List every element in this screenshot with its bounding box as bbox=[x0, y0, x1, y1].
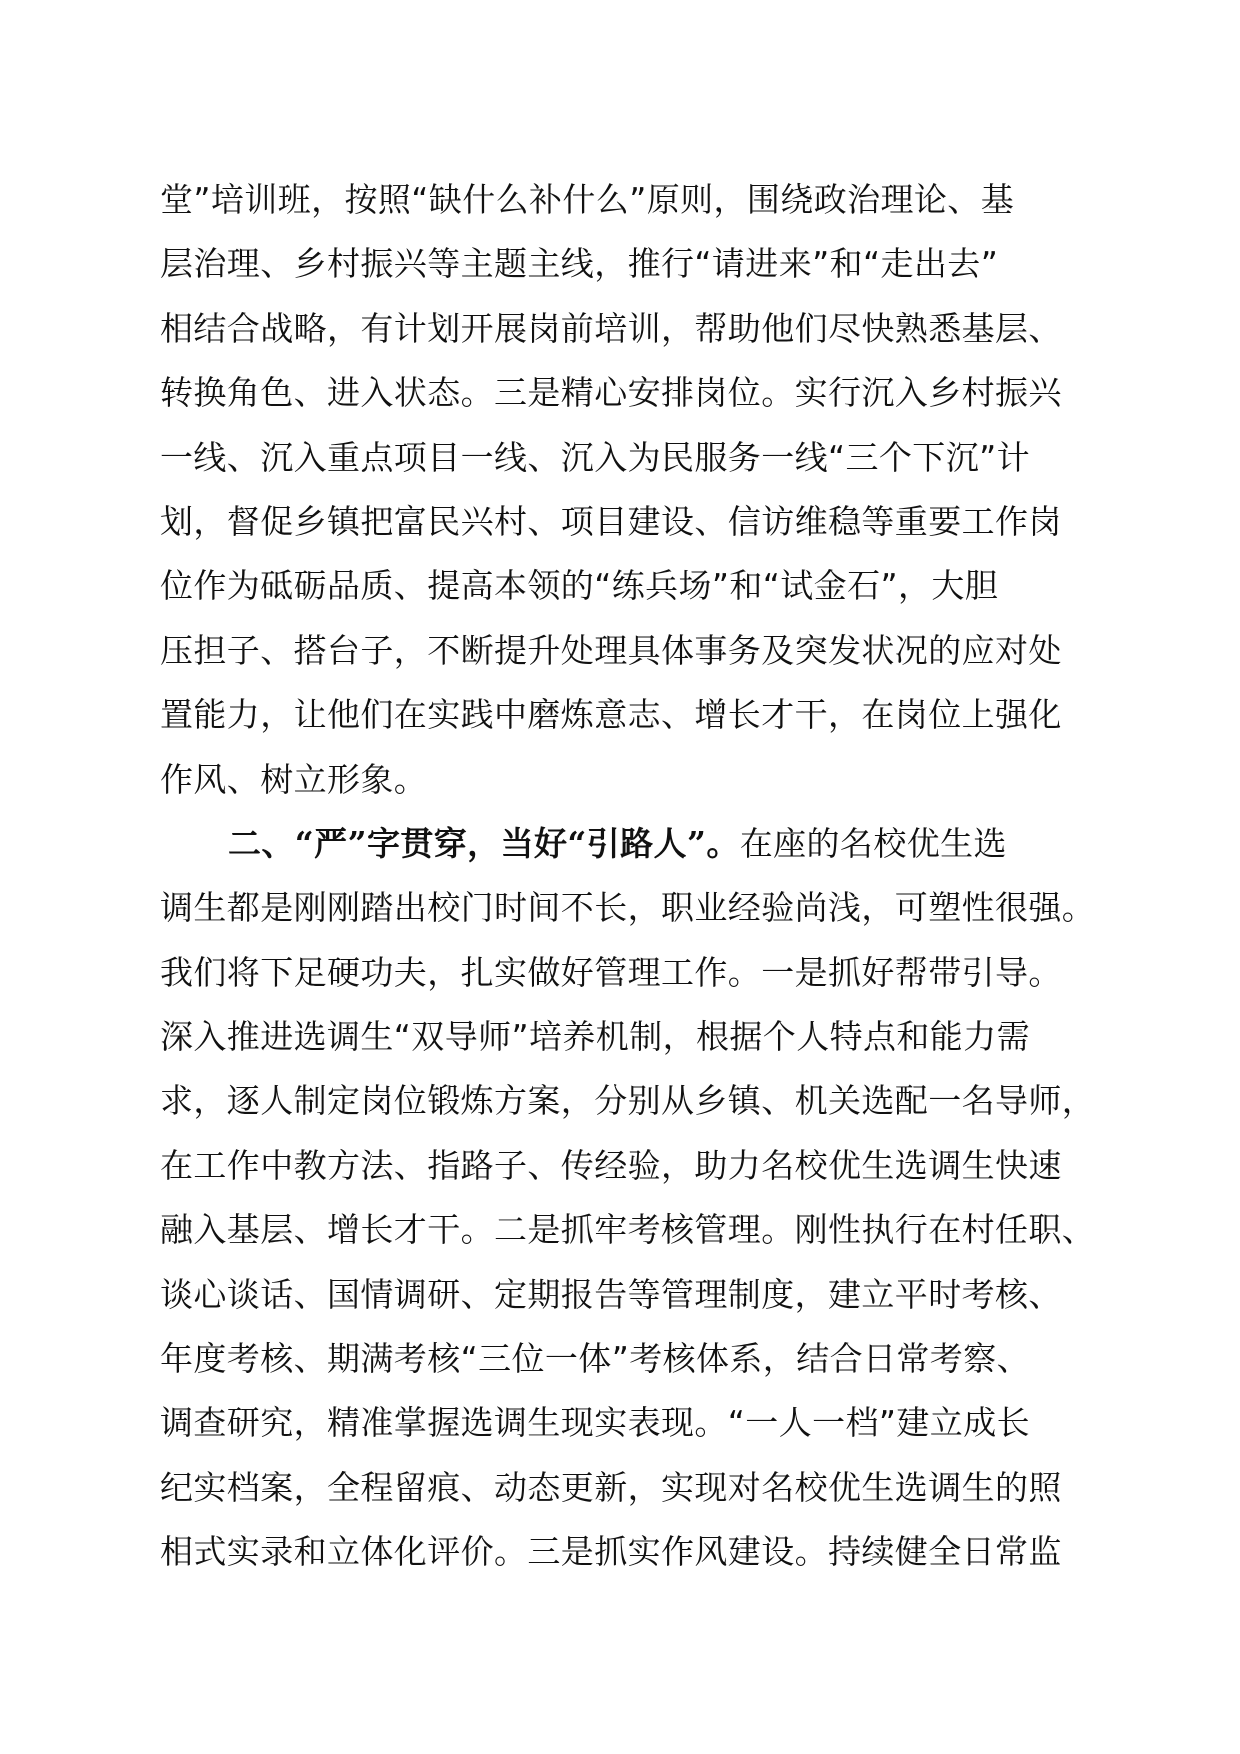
paragraph-line: 相式实录和立体化评价。三是抓实作风建设。持续健全日常监 bbox=[160, 1532, 1062, 1572]
section-heading-tail: 在座的名校优生选 bbox=[739, 823, 1007, 863]
paragraph-line: 纪实档案，全程留痕、动态更新，实现对名校优生选调生的照 bbox=[160, 1467, 1062, 1507]
paragraph-line: 求，逐人制定岗位锻炼方案，分别从乡镇、机关选配一名导师， bbox=[160, 1081, 1096, 1121]
paragraph-line: 调查研究，精准掌握选调生现实表现。“一人一档”建立成长 bbox=[160, 1403, 1030, 1443]
paragraph-line: 融入基层、增长才干。二是抓牢考核管理。刚性执行在村任职、 bbox=[160, 1210, 1096, 1250]
paragraph-line: 位作为砥砺品质、提高本领的“练兵场”和“试金石”，大胆 bbox=[160, 566, 999, 606]
paragraph-line: 堂”培训班，按照“缺什么补什么”原则，围绕政治理论、基 bbox=[160, 180, 1015, 219]
paragraph-line: 压担子、搭台子，不断提升处理具体事务及突发状况的应对处 bbox=[160, 630, 1062, 670]
paragraph-line: 作风、树立形象。 bbox=[160, 759, 428, 799]
paragraph-line: 我们将下足硬功夫，扎实做好管理工作。一是抓好帮带引导。 bbox=[160, 952, 1062, 992]
paragraph-line: 调生都是刚刚踏出校门时间不长，职业经验尚浅，可塑性很强。 bbox=[160, 888, 1096, 928]
section-heading: 二、“严”字贯穿，当好“引路人”。 bbox=[228, 823, 740, 863]
section-heading-line bbox=[160, 812, 1120, 876]
paragraph-line: 划，督促乡镇把富民兴村、项目建设、信访维稳等重要工作岗 bbox=[160, 501, 1062, 541]
paragraph-line: 深入推进选调生“双导师”培养机制，根据个人特点和能力需 bbox=[160, 1017, 1030, 1057]
paragraph-line: 层治理、乡村振兴等主题主线，推行“请进来”和“走出去” bbox=[160, 244, 999, 284]
paragraph-line: 转换角色、进入状态。三是精心安排岗位。实行沉入乡村振兴 bbox=[160, 373, 1062, 413]
body-text bbox=[160, 168, 1120, 1585]
paragraph-line: 相结合战略，有计划开展岗前培训，帮助他们尽快熟悉基层、 bbox=[160, 308, 1062, 348]
paragraph-line: 置能力，让他们在实践中磨炼意志、增长才干，在岗位上强化 bbox=[160, 695, 1062, 735]
paragraph-line: 在工作中教方法、指路子、传经验，助力名校优生选调生快速 bbox=[160, 1145, 1062, 1185]
paragraph-line: 一线、沉入重点项目一线、沉入为民服务一线“三个下沉”计 bbox=[160, 437, 1030, 477]
paragraph-line: 谈心谈话、国情调研、定期报告等管理制度，建立平时考核、 bbox=[160, 1274, 1062, 1314]
paragraph-line: 年度考核、期满考核“三位一体”考核体系，结合日常考察、 bbox=[160, 1339, 1030, 1379]
